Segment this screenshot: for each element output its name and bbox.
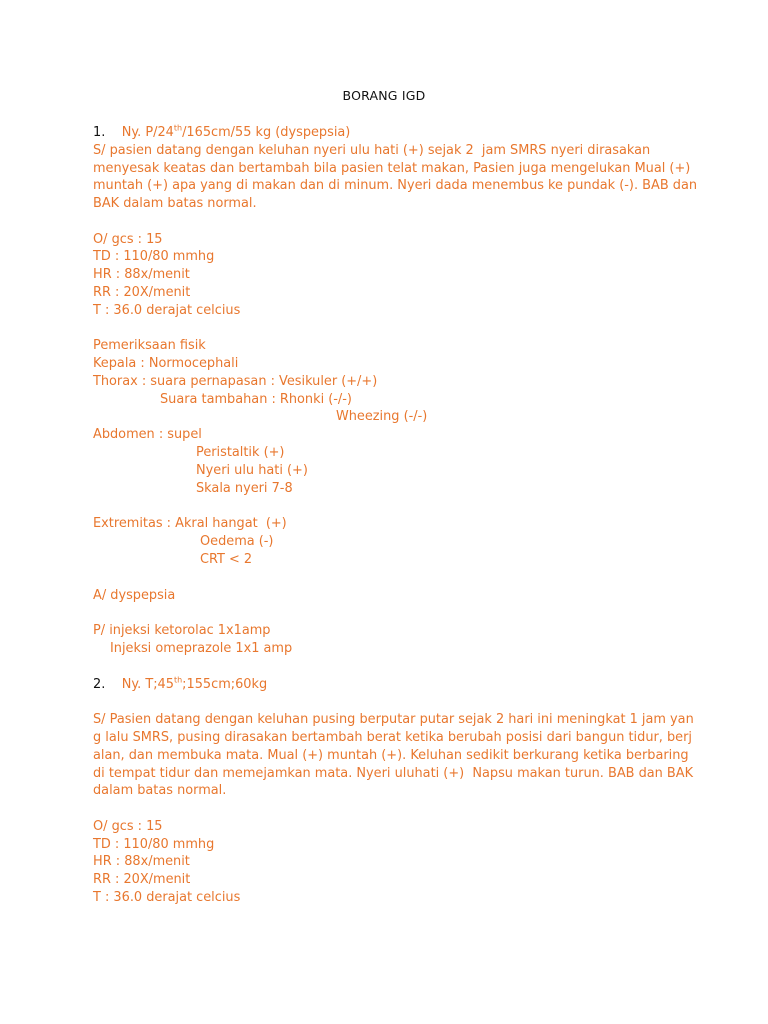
case1-thorax: Thorax : suara pernapasan : Vesikuler (+/+) [93,374,378,389]
case1-patient-b: /165cm/55 kg (dyspepsia) [182,125,351,140]
case1-abdomen-item: Nyeri ulu hati (+) [196,463,308,478]
case1-abdomen: Abdomen : supel [93,427,202,442]
case1-vital-gcs: O/ gcs : 15 [93,232,163,247]
case2-vital-gcs: O/ gcs : 15 [93,819,163,834]
case2-subjective-line: dalam batas normal. [93,783,227,798]
case1-subjective-line: menyesak keatas dan bertambah bila pasien telat makan, Pasien juga mengelukan Mual (+) [93,161,691,176]
case2-subjective-line: alan, dan membuka mata. Mual (+) muntah (+). Keluhan sedikit berkurang ketika berbaring [93,748,689,763]
case1-patient-a: Ny. P/24 [121,125,174,140]
case1-vital-rr: RR : 20X/menit [93,285,191,300]
case1-exam-title: Pemeriksaan fisik [93,338,206,353]
case1-abdomen-item: Skala nyeri 7-8 [196,481,293,496]
case2-subjective-line: S/ Pasien datang dengan keluhan pusing berputar putar sejak 2 hari ini meningkat 1 jam yan [93,712,694,727]
case2-number: 2. [93,677,106,692]
case1-vital-temp: T : 36.0 derajat celcius [93,303,241,318]
case1-header [93,124,350,142]
case1-wheezing: Wheezing (-/-) [336,409,428,424]
case2-patient-sup: th [173,675,183,685]
case1-vital-hr: HR : 88x/menit [93,267,190,282]
case1-subjective-line: BAK dalam batas normal. [93,196,257,211]
case1-extremitas: Extremitas : Akral hangat (+) [93,516,287,531]
case1-extremitas-item: Oedema (-) [200,534,274,549]
case1-subjective-line: S/ pasien datang dengan keluhan nyeri ulu hati (+) sejak 2 jam SMRS nyeri dirasakan [93,143,651,158]
case1-plan-line: Injeksi omeprazole 1x1 amp [110,641,293,656]
case1-vital-td: TD : 110/80 mmhg [93,249,215,264]
case2-subjective-line: di tempat tidur dan memejamkan mata. Nyeri uluhati (+) Napsu makan turun. BAB dan BAK [93,766,694,781]
case2-header [93,676,267,694]
case2-vital-td: TD : 110/80 mmhg [93,837,215,852]
case2-subjective-line: g lalu SMRS, pusing dirasakan bertambah berat ketika berubah posisi dari bangun tidur, berj [93,730,692,745]
case1-extremitas-item: CRT < 2 [200,552,253,567]
case1-suara-tambahan: Suara tambahan : Rhonki (-/-) [160,392,352,407]
case2-vital-temp: T : 36.0 derajat celcius [93,890,241,905]
case2-patient-a: Ny. T;45 [121,677,174,692]
case2-vital-hr: HR : 88x/menit [93,854,190,869]
case1-assessment: A/ dyspepsia [93,588,176,603]
case1-number: 1. [93,125,106,140]
case1-abdomen-item: Peristaltik (+) [196,445,285,460]
case1-kepala: Kepala : Normocephali [93,356,239,371]
document-title: BORANG IGD [342,88,426,103]
case2-patient-b: ;155cm;60kg [182,677,268,692]
case1-patient-sup: th [173,123,183,133]
case1-plan-line: P/ injeksi ketorolac 1x1amp [93,623,271,638]
case2-vital-rr: RR : 20X/menit [93,872,191,887]
case1-subjective-line: muntah (+) apa yang di makan dan di minum. Nyeri dada menembus ke pundak (-). BAB dan [93,178,698,193]
